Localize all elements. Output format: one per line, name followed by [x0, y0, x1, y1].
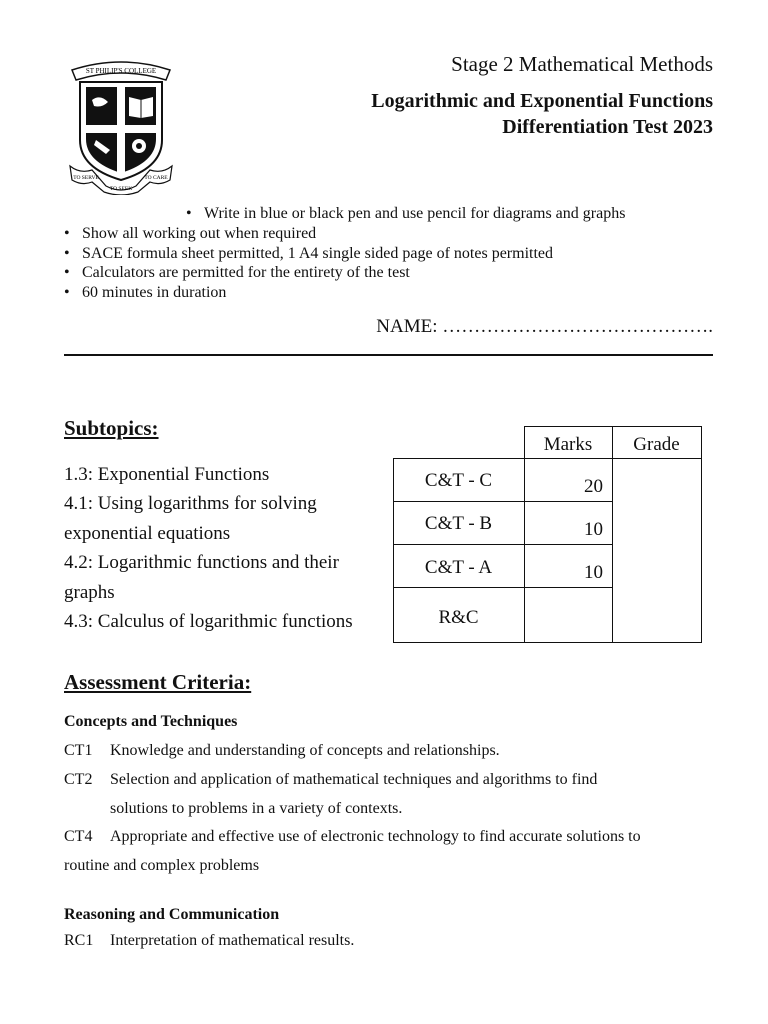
rc-heading: Reasoning and Communication — [64, 906, 280, 923]
marks-column-header: Marks — [543, 434, 593, 455]
row-label: R&C — [438, 607, 479, 628]
test-title-line1: Logarithmic and Exponential Functions — [371, 90, 713, 112]
grade-column-header: Grade — [633, 434, 680, 455]
subtopic-line: 1.3: Exponential Functions — [64, 464, 270, 485]
ct2-text-line1: Selection and application of mathematical techniques and algorithms to find — [110, 771, 598, 788]
crest-motto-bottom: TO SEEK — [109, 186, 133, 192]
table-line — [393, 501, 613, 502]
subtopic-line: 4.1: Using logarithms for solving — [64, 493, 317, 515]
subtopic-line: graphs — [64, 581, 115, 603]
ct4-code: CT4 — [64, 828, 93, 845]
rc1-code: RC1 — [64, 932, 94, 949]
row-label: C&T - C — [424, 470, 493, 491]
course-title: Stage 2 Mathematical Methods — [451, 52, 713, 76]
subtopics-heading: Subtopics: — [64, 416, 159, 440]
subtopic-line: exponential equations — [64, 522, 231, 544]
table-line — [393, 544, 613, 545]
ct1-text: Knowledge and understanding of concepts and relationships. — [110, 742, 500, 759]
assessment-heading: Assessment Criteria: — [64, 670, 252, 694]
crest-motto-right: TO CARE — [144, 175, 168, 181]
table-line — [524, 426, 525, 643]
crest-top-text: ST PHILIP'S COLLEGE — [85, 67, 157, 75]
instruction-item: • Calculators are permitted for the entirety of the test — [64, 264, 410, 282]
table-line — [612, 426, 613, 643]
table-line — [393, 642, 702, 643]
instruction-item: • Write in blue or black pen and use pencil for diagrams and graphs — [186, 205, 626, 222]
instruction-item: • Show all working out when required — [64, 225, 317, 242]
subtopic-line: 4.3: Calculus of logarithmic functions — [64, 611, 353, 633]
rc1-text: Interpretation of mathematical results. — [110, 932, 355, 949]
ct4-text-line1: Appropriate and effective use of electronic technology to find accurate solutions to — [110, 828, 641, 845]
crest-motto-left: TO SERVE — [73, 175, 99, 181]
ct4-text-line2: routine and complex problems — [64, 857, 260, 874]
row-marks: 10 — [584, 562, 603, 583]
table-line — [393, 587, 613, 588]
row-marks: 20 — [584, 476, 603, 497]
table-line — [524, 426, 702, 427]
ct1-code: CT1 — [64, 742, 93, 759]
instruction-item: • 60 minutes in duration — [64, 283, 227, 301]
row-marks: 10 — [584, 519, 603, 540]
ct-heading: Concepts and Techniques — [64, 713, 238, 730]
test-title-line2: Differentiation Test 2023 — [502, 116, 713, 138]
instruction-item: • SACE formula sheet permitted, 1 A4 single sided page of notes permitted — [64, 244, 554, 262]
ct2-code: CT2 — [64, 771, 93, 788]
row-label: C&T - B — [424, 513, 493, 534]
table-line — [701, 426, 702, 643]
name-field[interactable]: NAME: ……………………………………. — [376, 316, 713, 337]
row-label: C&T - A — [424, 557, 493, 578]
ct2-text-line2: solutions to problems in a variety of contexts. — [110, 800, 403, 817]
table-line — [393, 458, 702, 459]
subtopic-line: 4.2: Logarithmic functions and their — [64, 552, 339, 574]
